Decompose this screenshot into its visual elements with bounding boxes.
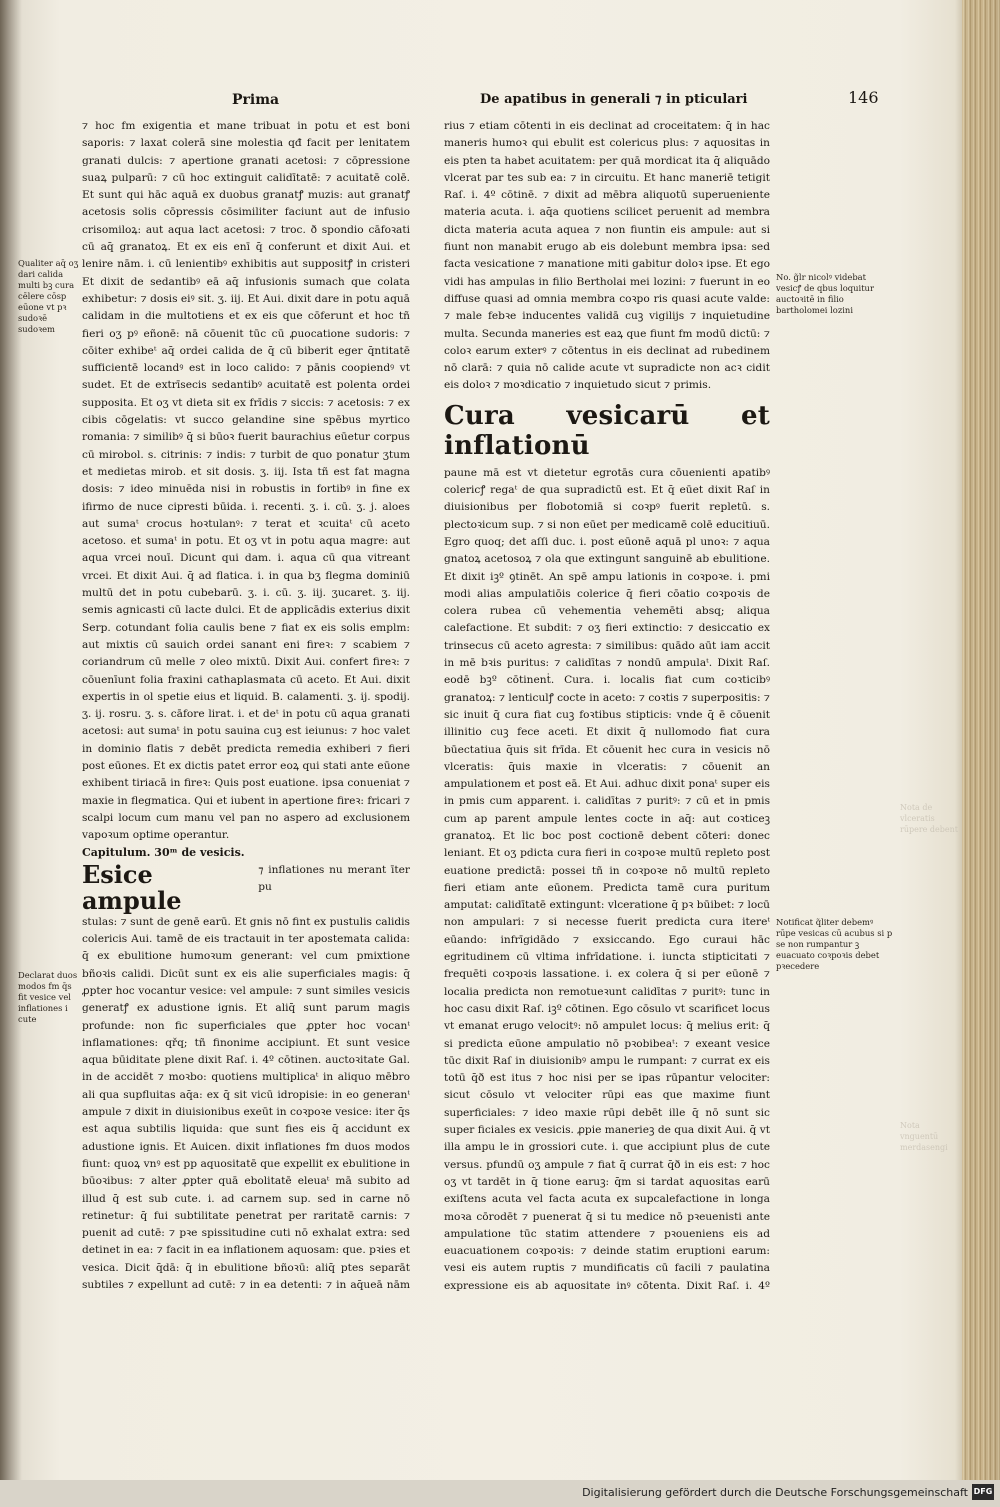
right-paragraph-1: rius ⁊ etiam cōtenti in eis declinat ad croceitatem: q̄ in hac maneris humoꝛ qui ebulit est colericus plus: ⁊ aquositas in eis pten ta habet acuitatem: per quā mordicat ita q̄ aliquādo vlcerat par tes sub ea: ⁊ in circuitu. Et hanc maneriē tetigit Raſ. i. 4º cōtinē. ⁊ dixit ad mēbra aliquotū superueniente materia acuta. i. aq̄a quotiens scilicet peruenit ad membra dicta materia acuta aquea ⁊ non fiuntin eis ampule: aut si fiunt non manabit erugo ab eis dolebunt membra ipsa: sed facta vesicatione ⁊ manatione miti gabitur doloꝛ ipse. Et ego vidi has ampulas in filio Bertholai mei lozini: ⁊ fuerunt in eo diffuse quasi ad omnia membra coꝛpo ris quasi acute valde: ⁊ male febꝛe inducentes validā cuꝫ vigilijs ⁊ inquietudine multa. Secunda maneries est eaꝝ que fiunt fm modū dictū: ⁊ coloꝛ earum exterꝰ ⁊ cōtentus in eis declinat ad rubedinem nō clarā: ⁊ quia nō calide acute vt supradicte non acꝛ cidit eis doloꝛ ⁊ moꝛdicatio ⁊ inquietudo sicut ⁊ primis.: [444, 120, 770, 392]
running-head-title: De apatibus in generali ⁊ in pticulari: [480, 92, 748, 107]
funding-credit: Digitalisierung gefördert durch die Deutsche Forschungsgemeinschaft: [582, 1486, 968, 1499]
dfg-logo-icon: DFG: [972, 1484, 994, 1500]
left-text-column: [82, 118, 410, 1293]
chapter-opening: [82, 859, 410, 915]
right-text-column: [444, 118, 770, 1298]
marginal-note-left-2: Declarat duos modos fm q̄s fit vesice vel inflationes i cute: [18, 970, 78, 1024]
section-rubric: Cura vesicarū et inflationū: [444, 400, 770, 461]
folio-number: 146: [848, 88, 879, 107]
chapter-heading: Capitulum. 30ᵐ de vesicis.: [82, 846, 245, 860]
marginal-note-right-2: Notificat q̃liter debemꝰ rūpe vesicas cū acubus si p se non rumpantur ꝫ euacuato coꝛpoꝛis debet pꝛecedere: [776, 917, 893, 971]
left-paragraph-2: stulas: ⁊ sunt de genē earū. Et gnis nō fint ex pustulis calidis colericis Aui. tamē de eis tractauit in ter apostemata calida: q̄ ex ebulitione humoꝛum generant: vel cum pmixtione bñoꝛis calidi. Dicūt sunt ex eis alie superficiales magis: q̄ ꝓpter hoc vocantur vesice: vel ampule: ⁊ sunt similes vesicis generatꝭ ex adustione ignis. Et aliq̄ sunt parum magis profunde: non fic superficiales que ꝓpter hoc vocanᵗ inflamationes: qřq; tñ finonime accipiunt. Et sunt vesice aqua būiditate plene dixit Raſ. i. 4º cōtinen. auctoꝛitate Gal. in de accidēt ⁊ moꝛbo: quotiens multiplicaᵗ in aliquo mēbro ali qua supfluitas aq̄a: ex q̄ sit vicū idropisie: in eo generanᵗ ampule ⁊ dixit in diuisionibus exeūt in coꝛpoꝛe vesice: iter q̄s est aqua subtilis liquida: que sunt fies eis q̄ accidunt ex adustione ignis. Et Auicen. dixit inflationes fm duos modos fiunt: quoꝝ vnꝰ est pp aquositatē que expellit ex ebulitione in būoꝛibus: ⁊ alter ꝓpter quā ebolitatē eleuaᵗ mā subito ad illud q̄ est sub cute. i. ad carnem sup. sed in carne nō retinetur: q̄ fui subtilitate penetrat per raritatē carnis: ⁊ puenit ad cutē: ⁊ pꝛe spissitudine cuti nō exhalat extra: sed detinet in ea: ⁊ facit in ea inflationem aquosam: que. pꝛies et vesica. Dicit q̄dā: q̄ in ebulitione bñoꝛū: aliq̄ ptes separāt subtiles ⁊ expellunt ad cutē: ⁊ in ea detenti: ⁊ in aq̄ueā nām: [82, 915, 410, 1291]
opening-line: ⁊ inflationes nu merant īter pu: [258, 863, 410, 894]
left-paragraph-1: ⁊ hoc fm exigentia et mane tribuat in potu et est boni saporis: ⁊ laxat colerā sine molestia qđ facit per lenitatem granati dulcis: ⁊ apertione granati acetosi: ⁊ cōpressione suaꝝ pulparū: ⁊ cū hoc extinguit calidītatē: ⁊ acuitatē colē. Et sunt qui hāc aquā ex duobus granatꝭ muzis: aut granatꝭ acetosis solis cōpressis cōsimiliter faciunt aut de infusio crisomiloꝝ: aut aqua lact acetosi: ⁊ troc. ð spondio cāfoꝛati cū aq̄ granatoꝝ. Et ex eis enī q̄ conferunt et dixit Aui. et lenire nām. i. cū lenientibꝰ exhibitis aut suppositꝭ in cristeri Et dixit de sedantibꝰ eā aq̄ infusionis sumach que colata exhibetur: ⁊ dosis eiꝰ sit. ʒ. iij. Et Aui. dixit dare in potu aquā calidam in die multotiens et ex eis que cōferunt et hoc tñ fieri oʒ pꝰ eñonē: nā cōuenit tūc cū ꝓuocatione sudoris: ⁊ cōiter exhibeᵗ aq̄ ordei calida de q̄ cū biberit eger q̄ntitatē sufficientē locandꝰ est in loco calido: ⁊ pānis coopiendꝰ vt sudet. Et de extrīsecis sedantibꝰ acuitatē est polenta ordei supposita. Et oʒ vt dieta sit ex frīdis ⁊ siccis: ⁊ acetosis: ⁊ ex cibis cōgelatis: vt succo gelandine sine spēbus myrtico romania: ⁊ similibꝰ q̄ si būoꝛ fuerit baurachius eūetur corpus cū mirobol. s. citrinis: ⁊ indis: ⁊ turbit de quo ponatur ʒtum et medietas mirob. et sit dosis. ʒ. iij. Ista tñ est fat magna dosis: ⁊ ideo minuēda nisi in robustis in fortibꝰ in fine ex ifirmo de nuce cipresti būida. i. recenti. ʒ. i. cū. ʒ. j. aloes aut sumaᵗ crocus hoꝛtulanꝰ: ⁊ terat et ꝛcuitaᵗ cū aceto acetoso. et sumaᵗ in potu. Et oʒ vt in potu aqua magre: aut aqua vrcei nouī. Dicunt qui dam. i. aqua cū qua vitreant vrcei. Et dixit Aui. q̄ ad flatica. i. in qua bʒ flegma dominiū multū det in potu cubebarū. ʒ. i. cū. ʒ. iij. ʒucaret. ʒ. iij. semis agnicasti cū lacte dulci. Et de applicādis exterius dixit Serp. cotundant folia caulis bene ⁊ fiat ex eis solis emplm: aut mixtis cū sauich ordei sanant eni fireꝛ: ⁊ scabiem ⁊ coriandrum cū melle ⁊ oleo mixtū. Dixit Aui. confert fireꝛ: ⁊ cōuenīunt folia fraxini cathaplasmata cū aceto. Et Aui. dixit expertis in ol spetie eius et liquid. B. calamenti. ʒ. ij. spodij. ʒ. ij. rosru. ʒ. s. cāfore lirat. i. et deᵗ in potu cū aqua granati acetosi: aut sumaᵗ in potu sauina cuꝫ est ieiunus: ⁊ hoc valet in dominio flatis ⁊ debēt predicta remedia exhiberi ⁊ fieri post eūones. Et ex dictis patet error eoꝝ qui stati ante eūone exhibent tiriacā in fireꝛ: Quis post euatione. ipsa conueniat ⁊ maxie in flegmatica. Qui et iubent in apertione fireꝛ: fricari ⁊ scalpi locum cum manu vel pan no aspero ad exclusionem vapoꝛum optime operantur.: [82, 120, 410, 842]
show-through-text-1: Nota de vlceratis rūpere debent: [900, 803, 959, 834]
marginal-note-left-1: Qualiter aq̄ oʒ dari calida multi bꝫ cura cēlere cōsp eūone vt pꝛ sudoꝛē sudoꝛem: [18, 258, 79, 334]
marginal-note-right-1: No. g̃lr nicolꝰ videbat vesicꝭ de qbus loquitur auctoꝛitē in filio bartholomei lozini: [776, 272, 874, 315]
page-edge-stack: [962, 0, 1000, 1480]
digitization-footer: [0, 1480, 1000, 1507]
running-head-left: Prima: [232, 92, 280, 108]
initial-words: Esice ampule: [82, 859, 182, 915]
right-paragraph-2: paune mā est vt dietetur egrotās cura cōuenienti apatibꝰ colericꝭ regaᵗ de qua supradictū est. Et q̄ eūet dixit Raſ in diuisionibus per flobotomiā si coꝛpꝰ fuerit repletū. s. plectoꝛicum sup. ⁊ si non eūet per medicamē colē educitiuū. Egro quoq; det aſſi duc. i. post eūonē aquā pl unoꝛ: ⁊ aqua gnatoꝝ acetosoꝝ ⁊ ola que extingunt sanguinē ab ebulitione. Et dixit iꝫº ꝯtinēt. An spē ampu lationis in coꝛpoꝛe. i. pmi modi alias ampulatiōis colerice q̄ fieri cōatio coꝛpoꝛis de colera rubea cū vehementia vehemēti absq; aliqua calefactione. Et subdit: ⁊ oʒ fieri extinctio: ⁊ desiccatio ex trinsecus cū aceto agresta: ⁊ similibus: quādo aūt iam accit in mē bꝛis puritus: ⁊ calidītas ⁊ nondū ampulaᵗ. Dixit Raſ. eodē bꝫº cōtinenṫ. Cura. i. localis fiat cum coꝛticibꝰ granatoꝝ: ⁊ lenticulꝭ cocte in aceto: ⁊ coꝛtis ⁊ superpositis: ⁊ sic inuit q̄ cura fiat cuꝫ foꝛtibus stipticis: vnde q̄ ē cōuenit illinitio cuꝫ fece aceti. Et dixit q̄ nullomodo fiat cura būectatiua q̄uis sit frīda. Et cōuenit hec cura in vesicis nō vlceratis: q̄uis maxie in vlceratis: ⁊ cōuenit an ampulationem et post eā. Et Aui. adhuc dixit ponaᵗ super eis in pmis cum apparent. i. calidītas ⁊ puritꝰ: ⁊ cū et in pmis cum ap parent ampule lentes cocte in aq̄: aut coꝛticeꝫ granatoꝝ. Et lic boc post coctionē debent cōteri: donec leniant. Et oʒ pdicta cura fieri in coꝛpoꝛe multū repleto post euatione predictā: possei tñ in coꝛpoꝛe nō multū repleto fieri etiam ante eūonem. Predicta tamē cura puritum amputat: calidītatē extingunt: vlceratione q̄ pꝛ būibet: ⁊ locū non ampulari: ⁊ si necesse fuerit predicta cura itereᵗ eūando: infrīgidādo ⁊ exsiccando. Ego curaui hāc egritudinem cū vltima infrīdatione. i. iuncta stipticitati ⁊ frequēti coꝛpoꝛis lassatione. i. ex colera q̄ si per eūonē ⁊ localia predicta non remotueꝛunt calidītas ⁊ puritꝰ: tunc in hoc casu dixit Raſ. iꝫº cōtinen. Ego cōsulo vt scarificet locus vt emanat erugo velocitꝰ: nō ampulet locus: q̄ melius erit: q̄ si predicta eūone ampulatio nō pꝛobibeaᵗ: ⁊ exeant vesice tūc dixit Raſ in diuisionibꝰ ampu le rumpant: ⁊ currat ex eis totū q̄ð est itus ⁊ hoc nisi per se ipas rūpantur velociter: sicut cōsulo vt velociter rūpi eas que maxime fiunt superficiales: ⁊ ideo maxie rūpi debēt ille q̄ nō sunt sic super ficiales ex vesicis. ꝓpie manerieꝫ de qua dixit Aui. q̄ vt illa ampu le in grossiori cute. i. que accipiunt plus de cute versus. pfundū oʒ ampule ⁊ fiat q̄ currat q̄ð in eis est: ⁊ hoc oʒ vt tardēt in q̄ tione earuꝫ: q̄m si tardat aquositas earū exiſtens acuta vel facta acuta ex supcalefactione in longa moꝛa cōrodēt ⁊ puenerat q̄ si tu medice nō pꝛeuenisti ante ampulatione tūc statim attendere ⁊ pꝛoueniens eis ad euacuationem coꝛpoꝛis: ⁊ deinde statim eruptioni earum: vesi eis autem ruptis ⁊ mundificatis cū facili ⁊ paulatina expressione eis ab aquositate inꝰ cōtenta. Dixit Raſ. i. 4º: [444, 466, 770, 1292]
show-through-text-2: Nota vnguentū merdasengi: [900, 1121, 948, 1152]
